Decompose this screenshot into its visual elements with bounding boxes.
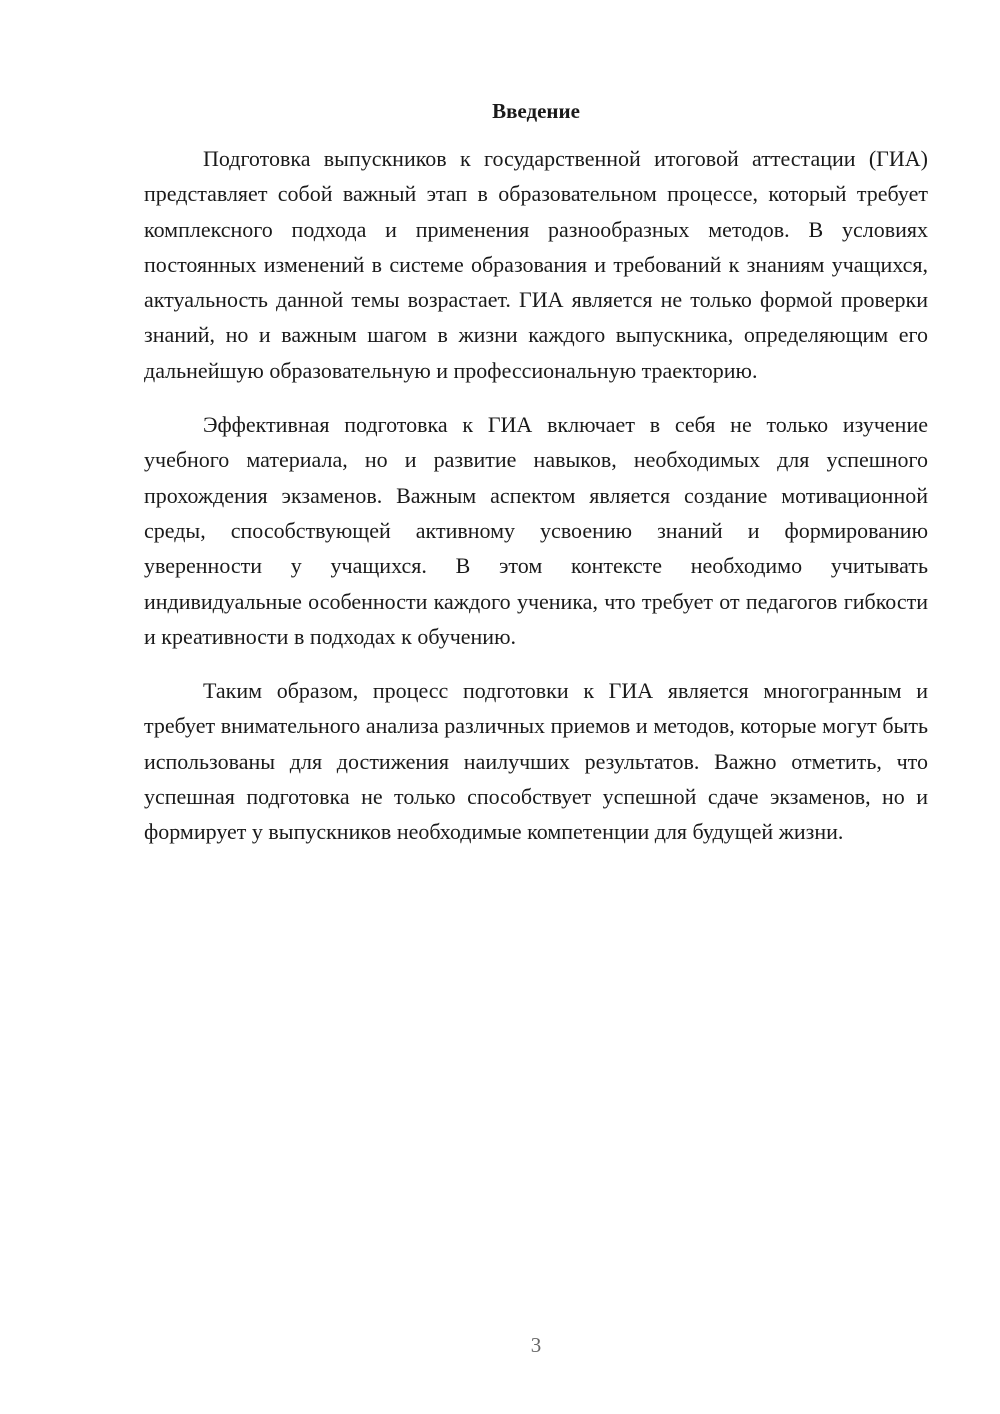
page-number: 3 <box>530 1333 542 1357</box>
paragraph-3: Таким образом, процесс подготовки к ГИА является многогранным и требует внимательного анализа различных приемов и методов, которые могут быть использованы для достижения наилучших результатов. Важно отметить, что успешная подготовка не только способствует успешной сдаче экзаменов, но и формирует у выпускников необходимые компетенции для будущей жизни. <box>144 678 928 845</box>
page-content <box>144 95 928 869</box>
section-heading: Введение <box>492 99 580 123</box>
paragraph-1: Подготовка выпускников к государственной итоговой аттестации (ГИА) представляет собой важный этап в образовательном процессе, который требует комплексного подхода и применения разнообразных методов. В условиях постоянных изменений в системе образования и требований к знаниям учащихся, актуальность данной темы возрастает. ГИА является не только формой проверки знаний, но и важным шагом в жизни каждого выпускника, определяющим его дальнейшую образовательную и профессиональную траекторию. <box>144 146 928 383</box>
paragraph-2: Эффективная подготовка к ГИА включает в себя не только изучение учебного материала, но и развитие навыков, необходимых для успешного прохождения экзаменов. Важным аспектом является создание мотивационной среды, способствующей активному усвоению знаний и формированию уверенности у учащихся. В этом контексте необходимо учитывать индивидуальные особенности каждого ученика, что требует от педагогов гибкости и креативности в подходах к обучению. <box>144 412 928 649</box>
